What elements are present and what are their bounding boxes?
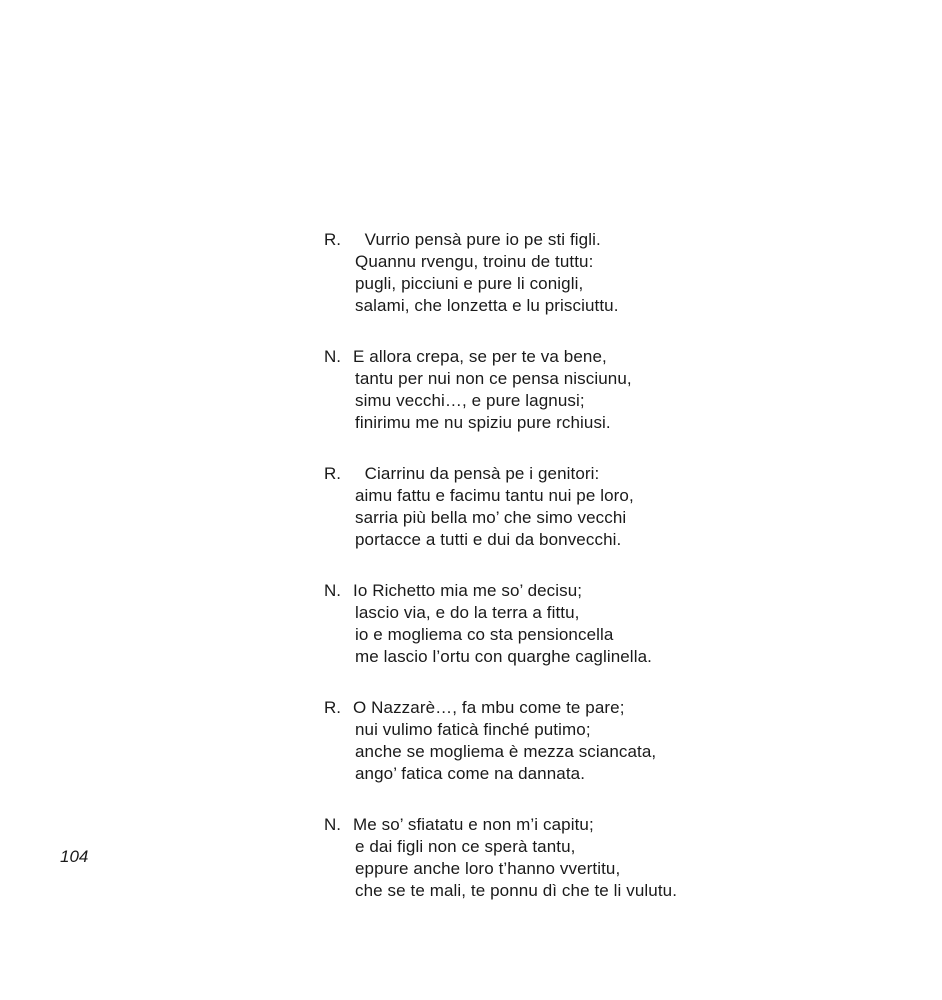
poem <box>324 229 884 931</box>
verse-line: tantu per nui non ce pensa nisciunu, <box>355 369 632 388</box>
verse-line: anche se mogliema è mezza sciancata, <box>355 742 657 761</box>
verse-line: ango’ fatica come na dannata. <box>355 764 586 783</box>
stanza <box>324 814 884 902</box>
stanza-lines <box>324 814 884 902</box>
verse-line: E allora crepa, se per te va bene, <box>353 347 607 366</box>
stanza-lines <box>324 463 884 551</box>
speaker-label: N. <box>324 581 341 600</box>
verse-line: lascio via, e do la terra a fittu, <box>355 603 580 622</box>
verse-line: eppure anche loro t’hanno vvertitu, <box>355 859 621 878</box>
speaker-label: R. <box>324 230 341 249</box>
verse-line: aimu fattu e facimu tantu nui pe loro, <box>355 486 634 505</box>
stanza <box>324 463 884 551</box>
verse-line: Me so’ sfiatatu e non m’i capitu; <box>353 815 594 834</box>
speaker-label: N. <box>324 347 341 366</box>
verse-line: me lascio l’ortu con quarghe caglinella. <box>355 647 652 666</box>
stanza-lines <box>324 580 884 668</box>
verse-line: Quannu rvengu, troinu de tuttu: <box>355 252 594 271</box>
verse-line: Ciarrinu da pensà pe i genitori: <box>355 464 600 483</box>
stanza-lines <box>324 229 884 317</box>
speaker-label: R. <box>324 464 341 483</box>
verse-line: salami, che lonzetta e lu prisciuttu. <box>355 296 619 315</box>
verse-line: io e mogliema co sta pensioncella <box>355 625 614 644</box>
stanza <box>324 229 884 317</box>
verse-line: O Nazzarè…, fa mbu come te pare; <box>353 698 625 717</box>
stanza-lines <box>324 346 884 434</box>
verse-line: simu vecchi…, e pure lagnusi; <box>355 391 585 410</box>
stanza <box>324 346 884 434</box>
speaker-label: R. <box>324 698 341 717</box>
verse-line: che se te mali, te ponnu dì che te li vulutu. <box>355 881 678 900</box>
verse-line: e dai figli non ce sperà tantu, <box>355 837 576 856</box>
verse-line: portacce a tutti e dui da bonvecchi. <box>355 530 622 549</box>
verse-line: Io Richetto mia me so’ decisu; <box>353 581 583 600</box>
page-number: 104 <box>60 847 89 866</box>
verse-line: Vurrio pensà pure io pe sti figli. <box>355 230 601 249</box>
verse-line: finirimu me nu spiziu pure rchiusi. <box>355 413 611 432</box>
stanza <box>324 697 884 785</box>
verse-line: sarria più bella mo’ che simo vecchi <box>355 508 627 527</box>
stanza <box>324 580 884 668</box>
speaker-label: N. <box>324 815 341 834</box>
verse-line: nui vulimo faticà finché putimo; <box>355 720 591 739</box>
verse-line: pugli, picciuni e pure li conigli, <box>355 274 584 293</box>
stanza-lines <box>324 697 884 785</box>
